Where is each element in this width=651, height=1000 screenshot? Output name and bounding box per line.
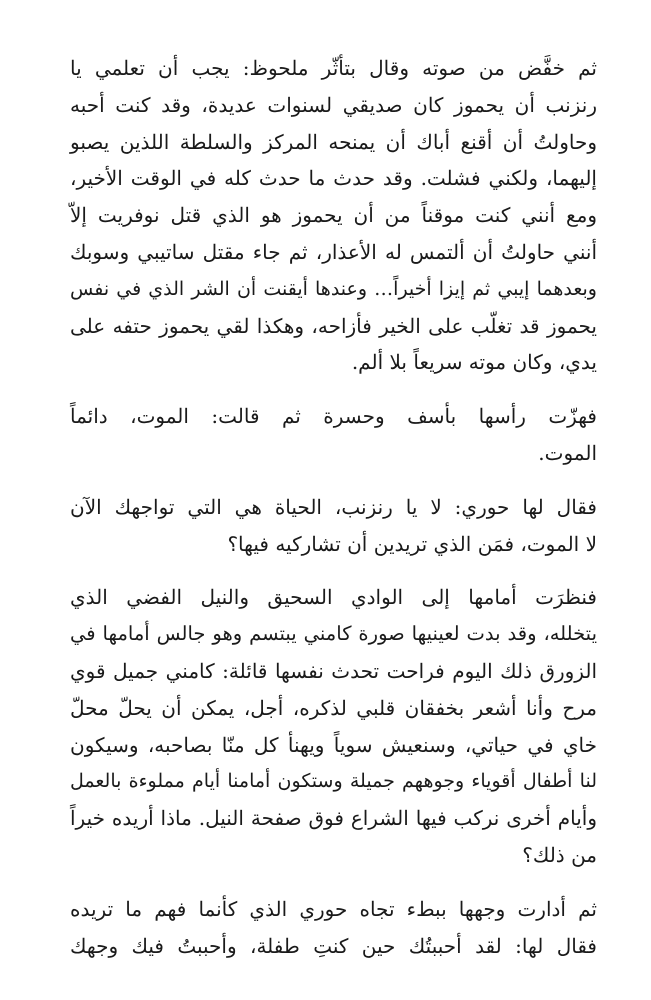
text-line: رنزنب أن يحموز كان صديقي لسنوات عديدة، وقد كنت أحبه [70,92,597,117]
book-page [70,50,597,981]
text-line: إليهما، ولكني فشلت. وقد حدث ما حدث كله في الوقت الأخير، [70,166,597,191]
paragraph-renisenb-thoughts [70,579,597,873]
text-line: وبعدهما إيبي ثم إيزا أخيراً… وعندها أيقنت أن الشر الذي في نفس [70,277,597,300]
text-line: لنا أطفال أقوياء وجوههم جميلة وستكون أمامنا أيام مملوءة بالعمل [70,770,597,793]
text-line: فقال لها حوري: لا يا رنزنب، الحياة هي التي تواجهك الآن [70,494,597,519]
text-line: يحموز قد تغلّب على الخير فأزاحه، وهكذا لقي يحموز حتفه على [70,313,597,338]
text-line: فهزّت رأسها بأسف وحسرة ثم قالت: الموت، دائماً [70,404,597,429]
text-line: الموت. [538,440,597,465]
text-line: أنني حاولتُ أن ألتمس له الأعذار، ثم جاء مقتل ساتيبي وسوبك [70,239,597,264]
text-line: ثم خفَّض من صوته وقال بتأثّر ملحوظ: يجب أن تعلمي يا [70,56,597,80]
text-line: من ذلك؟ [522,842,597,867]
paragraph-hori-confession [70,50,597,381]
text-line: فنظرَت أمامها إلى الوادي السحيق والنيل الفضي الذي [70,585,597,610]
paragraph-hori-life [70,489,597,563]
text-line: وأيام أخرى نركب فيها الشراع فوق صفحة النيل. ماذا أريده خيراً [70,806,597,831]
paragraph-hori-love [70,891,597,965]
text-line: يدي، وكان موته سريعاً بلا ألم. [351,350,597,375]
text-line: وحاولتُ أن أقنع أباك أن يمنحه المركز والسلطة اللذين يصبو [70,129,597,154]
text-line: مرح وأنا أشعر بخفقان قلبي لذكره، أجل، يمكن أن يحلّ محلّ [70,695,597,720]
text-line: فقال لها: لقد أحببتُك حين كنتِ طفلة، وأحببتُ فيك وجهك [70,933,597,958]
text-line: خاي في حياتي، وسنعيش سوياً ويهنأ كل منّا بصاحبه، وسيكون [70,732,597,757]
paragraph-renisenb-reply [70,398,597,472]
text-line: الزورق ذلك اليوم فراحت تحدث نفسها قائلة: كامني جميل قوي [70,658,597,683]
text-line: ومع أنني كنت موقناً من أن يحموز هو الذي قتل نوفريت إلاّ [70,203,597,228]
text-line: يتخلله، وقد بدت لعينيها صورة كامني يبتسم وهو جالس أمامها في [70,622,597,646]
text-line: ثم أدارت وجهها ببطء تجاه حوري الذي كأنما فهم ما تريده [70,896,597,921]
text-line: لا الموت، فمَن الذي تريدين أن تشاركيه فيها؟ [227,531,597,556]
